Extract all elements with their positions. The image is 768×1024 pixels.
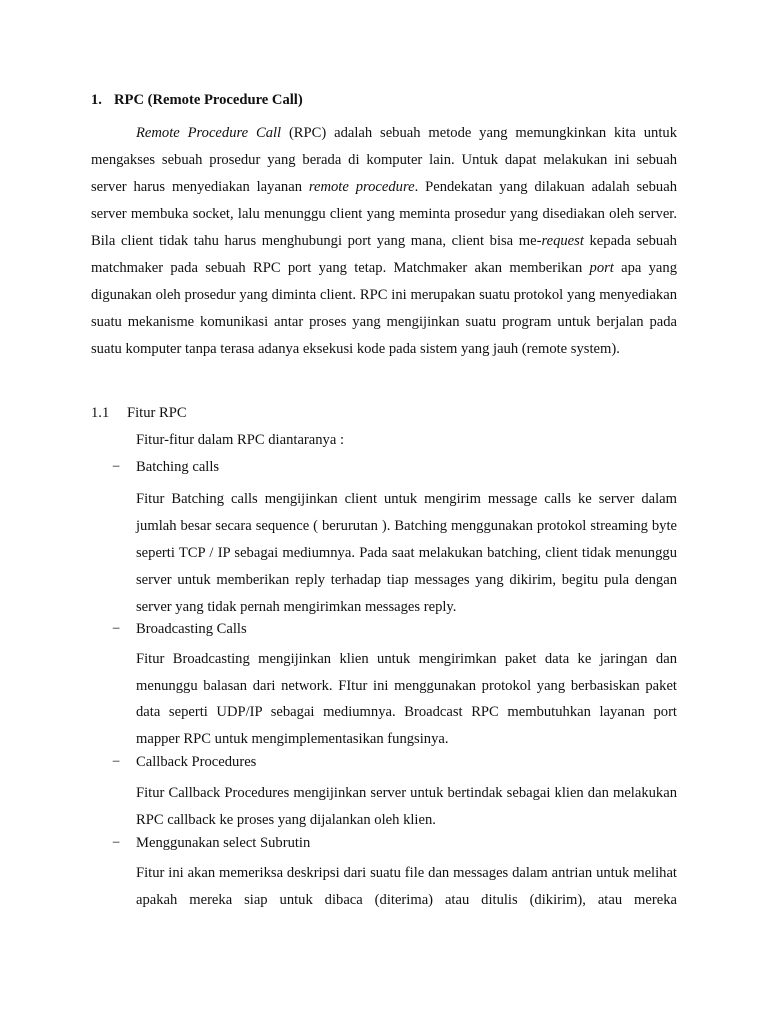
port-term: port xyxy=(589,260,614,276)
feature-name: Callback Procedures xyxy=(136,754,257,770)
feature-description: Fitur Batching calls mengijinkan client untuk mengirim message calls ke server dalam jumlah besar secara sequence ( berurutan ). Batching menggunakan protokol streaming byte seperti TCP / IP sebagai mediumnya. Pada saat melakukan batching, client tidak menunggu server untuk memberikan reply terhadap tiap messages yang dikirim, begitu pula dengan server yang tidak pernah mengirimkan messages reply. xyxy=(136,491,677,615)
section-heading xyxy=(91,92,303,109)
dash-bullet-icon: − xyxy=(112,459,121,475)
rpc-term: Remote Procedure Call xyxy=(136,125,282,141)
section-number: 1. xyxy=(91,92,102,108)
paragraph-text-2: . Pendekatan yang dilakuan adalah sebuah server membuka socket, lalu menunggu client yang meminta prosedur yang disediakan oleh server. Bila client tidak tahu harus menghubungi port yang mana, client bisa me- xyxy=(91,179,677,249)
feature-item-batching xyxy=(112,459,219,476)
features-intro: Fitur-fitur dalam RPC diantaranya : xyxy=(136,432,345,448)
dash-bullet-icon: − xyxy=(112,754,121,770)
dash-bullet-icon: − xyxy=(112,621,121,637)
feature-name: Broadcasting Calls xyxy=(136,621,247,637)
subsection-heading xyxy=(91,405,187,422)
feature-item-broadcasting xyxy=(112,621,247,638)
feature-description: Fitur Broadcasting mengijinkan klien untuk mengirimkan paket data ke jaringan dan menunggu balasan dari network. FItur ini menggunakan protokol yang berbasiskan paket data seperti UDP/IP sebagai mediumnya. Broadcast RPC membutuhkan layanan port mapper RPC untuk mengimplementasikan fungsinya. xyxy=(136,651,677,747)
feature-item-select-subrutin xyxy=(112,835,310,852)
section-title: RPC (Remote Procedure Call) xyxy=(114,92,303,108)
feature-item-callback xyxy=(112,754,256,771)
paragraph-text-3: kepada sebuah matchmaker pada sebuah RPC port yang tetap. Matchmaker akan memberikan xyxy=(91,233,677,276)
request-term: request xyxy=(541,233,584,249)
feature-name: Batching calls xyxy=(136,459,220,475)
feature-description: Fitur Callback Procedures mengijinkan server untuk bertindak sebagai klien dan melakukan RPC callback ke proses yang dijalankan oleh klien. xyxy=(136,785,677,828)
remote-procedure-term: remote procedure xyxy=(308,179,415,195)
dash-bullet-icon: − xyxy=(112,835,121,851)
subsection-title: Fitur RPC xyxy=(127,405,187,421)
feature-description: Fitur ini akan memeriksa deskripsi dari suatu file dan messages dalam antrian untuk melihat apakah mereka siap untuk dibaca (diterima) atau ditulis (dikirim), atau mereka xyxy=(136,865,677,908)
paragraph-text-4: apa yang digunakan oleh prosedur yang diminta client. RPC ini merupakan suatu protokol yang menyediakan suatu mekanisme komunikasi antar proses yang mengijinkan suatu program untuk berjalan pada suatu komputer tanpa terasa adanya eksekusi kode pada sistem yang jauh (remote system). xyxy=(91,260,677,357)
paragraph-text-1: (RPC) adalah sebuah metode yang memungkinkan kita untuk mengakses sebuah prosedur yang berada di komputer lain. Untuk dapat melakukan ini sebuah server harus menyediakan layanan xyxy=(91,125,677,195)
rpc-definition-paragraph xyxy=(91,120,677,363)
subsection-number: 1.1 xyxy=(91,405,110,421)
feature-name: Menggunakan select Subrutin xyxy=(136,835,311,851)
